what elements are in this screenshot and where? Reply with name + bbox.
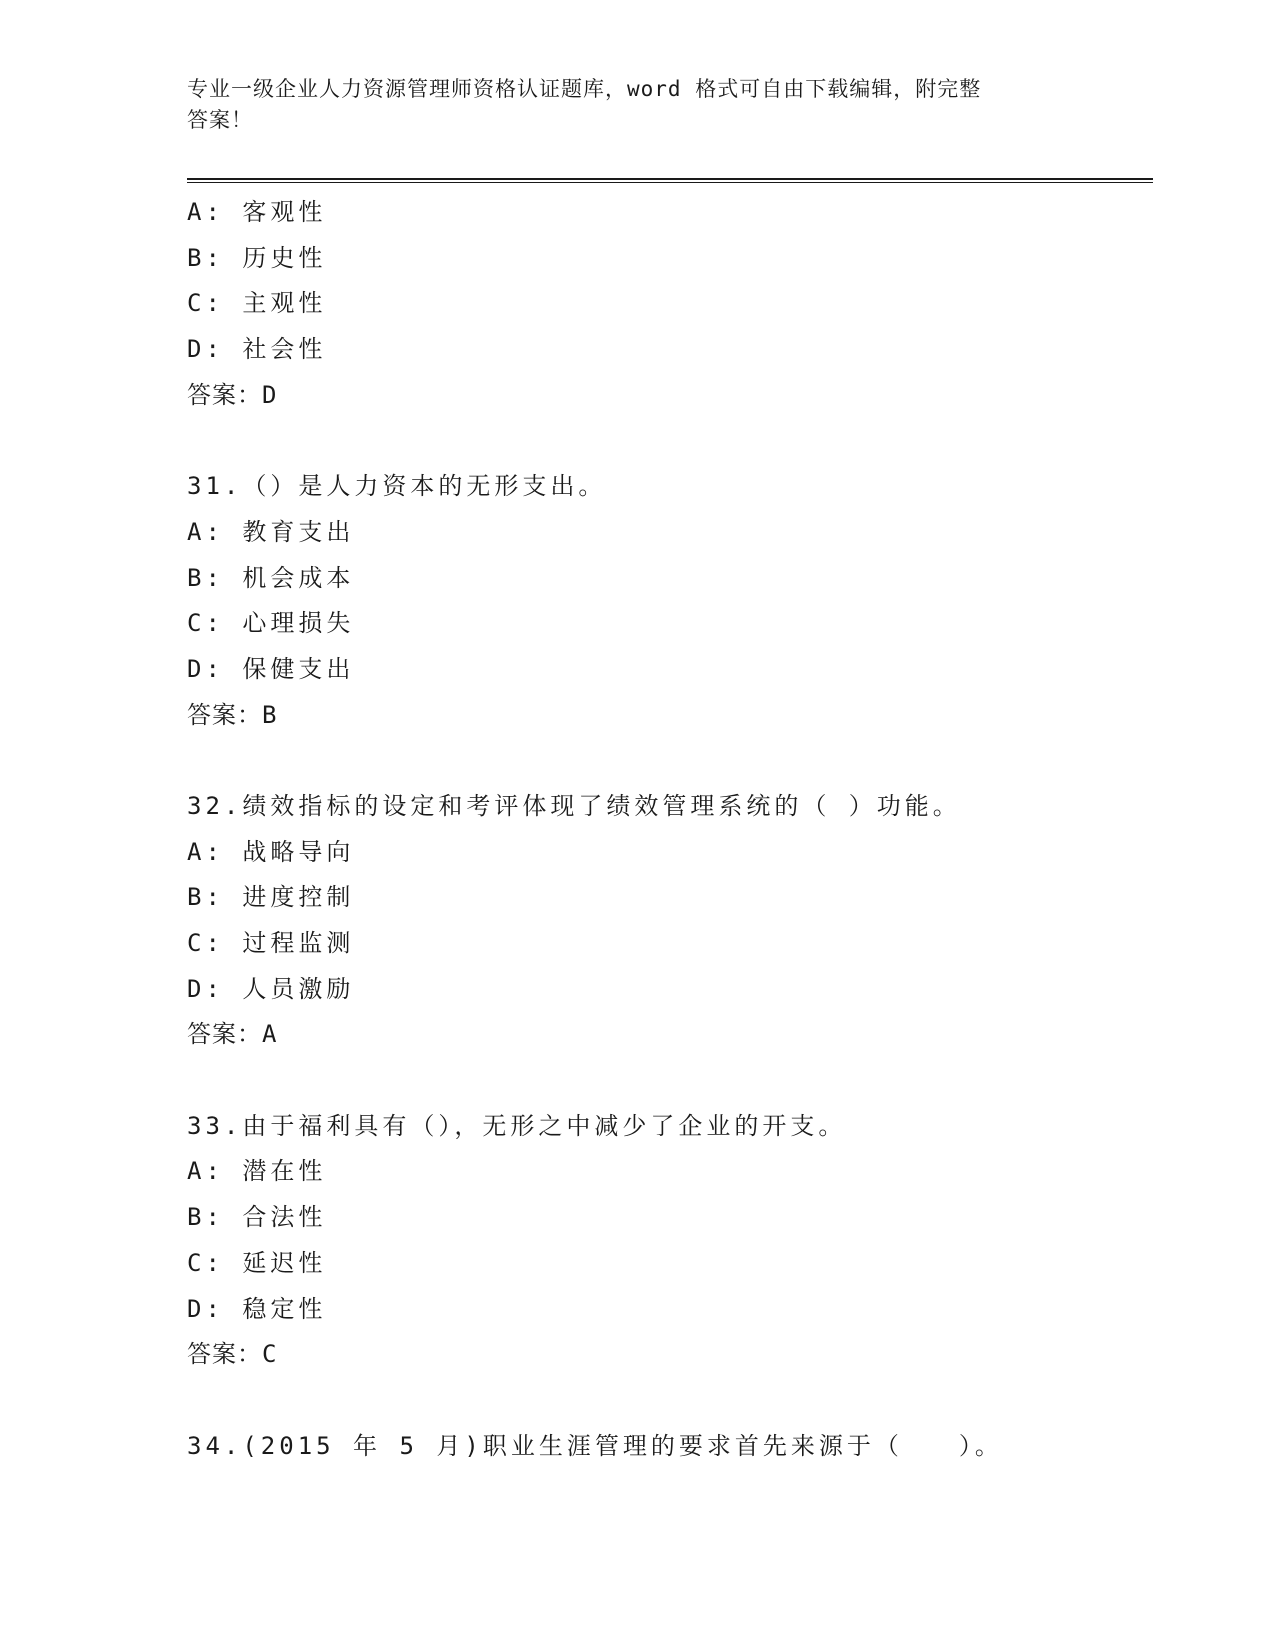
answer-value: D [262,380,279,409]
answer-line [187,1332,1147,1378]
option-c: C: 心理损失 [187,609,355,638]
answer-line [187,1012,1147,1058]
answer-label: 答案： [187,700,262,729]
option-d: D: 人员激励 [187,974,355,1003]
option-a: A: 战略导向 [187,837,355,866]
answer-value: B [262,700,279,729]
question-stem: 34.(2015 年 5 月)职业生涯管理的要求首先来源于（ ）。 [187,1431,1003,1460]
question-block [187,1104,1147,1378]
option-b: B: 机会成本 [187,563,355,592]
answer-value: A [262,1020,279,1049]
answer-line [187,693,1147,739]
question-list [187,190,1147,1469]
option-a: A: 潜在性 [187,1157,327,1186]
header-line-2: 答案！ [187,108,253,132]
option-a: A: 客观性 [187,198,327,226]
answer-line [187,373,1147,419]
option-c: C: 主观性 [187,289,327,318]
option-d: D: 社会性 [187,335,327,364]
option-b: B: 合法性 [187,1203,327,1232]
option-b: B: 历史性 [187,243,327,272]
question-stem: 32.绩效指标的设定和考评体现了绩效管理系统的（ ）功能。 [187,791,961,820]
question-block [187,464,1147,738]
question-block [187,1424,1147,1470]
answer-label: 答案： [187,380,262,409]
option-a: A: 教育支出 [187,517,355,546]
option-d: D: 稳定性 [187,1294,327,1323]
question-block [187,190,1147,418]
question-stem: 31.（）是人力资本的无形支出。 [187,472,607,501]
option-d: D: 保健支出 [187,654,355,683]
question-block [187,784,1147,1058]
option-b: B: 进度控制 [187,883,355,912]
question-stem: 33.由于福利具有（），无形之中减少了企业的开支。 [187,1111,847,1140]
option-c: C: 延迟性 [187,1248,327,1277]
answer-value: C [262,1340,279,1369]
document-header [187,74,1067,136]
header-divider [187,178,1153,183]
option-c: C: 过程监测 [187,929,355,957]
answer-label: 答案： [187,1020,262,1049]
header-line-1: 专业一级企业人力资源管理师资格认证题库，word 格式可自由下载编辑，附完整 [187,77,982,101]
answer-label: 答案： [187,1340,262,1369]
